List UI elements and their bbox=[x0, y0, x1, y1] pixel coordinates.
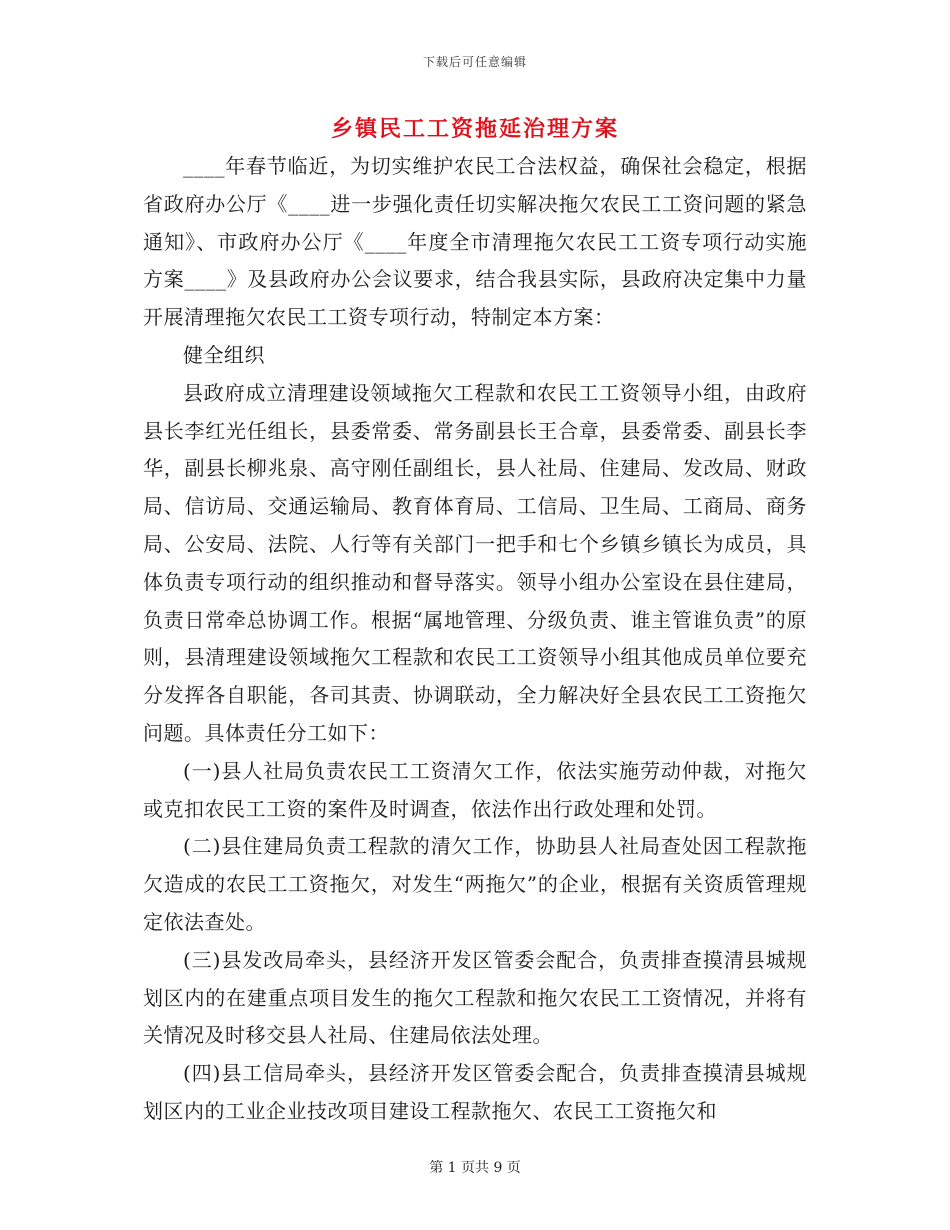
paragraph-item-2: (二)县住建局负责工程款的清欠工作，协助县人社局查处因工程款拖欠造成的农民工工资拖欠，对发生“两拖欠”的企业，根据有关资质管理规定依法查处。 bbox=[143, 834, 807, 934]
paragraph-item-3: (三)县发改局牵头，县经济开发区管委会配合，负责排查摸清县城规划区内的在建重点项目发生的拖欠工程款和拖欠农民工工资情况，并将有关情况及时移交县人社局、住建局依法处理。 bbox=[143, 947, 807, 1048]
paragraph-intro: ____年春节临近，为切实维护农民工合法权益，确保社会稳定，根据省政府办公厅《____进一步强化责任切实解决拖欠农民工工资问题的紧急通知》、市政府办公厅《____年度全市清理拖欠农民工工资专项行动实施方案____》及县政府办公会议要求，结合我县实际，县政府决定集中力量开展清理拖欠农民工工资专项行动，特制定本方案： bbox=[143, 154, 807, 330]
section-heading: 健全组织 bbox=[183, 342, 265, 367]
page-header: 下载后可任意编辑 bbox=[422, 55, 527, 69]
paragraph-item-4: (四)县工信局牵头，县经济开发区管委会配合，负责排查摸清县城规划区内的工业企业技改项目建设工程款拖欠、农民工工资拖欠和 bbox=[143, 1061, 807, 1123]
document-body bbox=[143, 148, 807, 1131]
page-footer: 第 1 页共 9 页 bbox=[429, 1160, 521, 1176]
document-title: 乡镇民工工资拖延治理方案 bbox=[330, 116, 619, 142]
paragraph-item-1: (一)县人社局负责农民工工资清欠工作，依法实施劳动仲裁，对拖欠或克扣农民工工资的案件及时调查，依法作出行政处理和处罚。 bbox=[143, 758, 807, 821]
paragraph-organization: 县政府成立清理建设领域拖欠工程款和农民工工资领导小组，由政府县长李红光任组长，县委常委、常务副县长王合章，县委常委、副县长李华，副县长柳兆泉、高守刚任副组长，县人社局、住建局、发改局、财政局、信访局、交通运输局、教育体育局、工信局、卫生局、工商局、商务局、公安局、法院、人行等有关部门一把手和七个乡镇乡镇长为成员，具体负责专项行动的组织推动和督导落实。领导小组办公室设在县住建局，负责日常牵总协调工作。根据“属地管理、分级负责、谁主管谁负责”的原则，县清理建设领域拖欠工程款和农民工工资领导小组其他成员单位要充分发挥各自职能，各司其责、协调联动，全力解决好全县农民工工资拖欠问题。具体责任分工如下： bbox=[143, 380, 807, 745]
